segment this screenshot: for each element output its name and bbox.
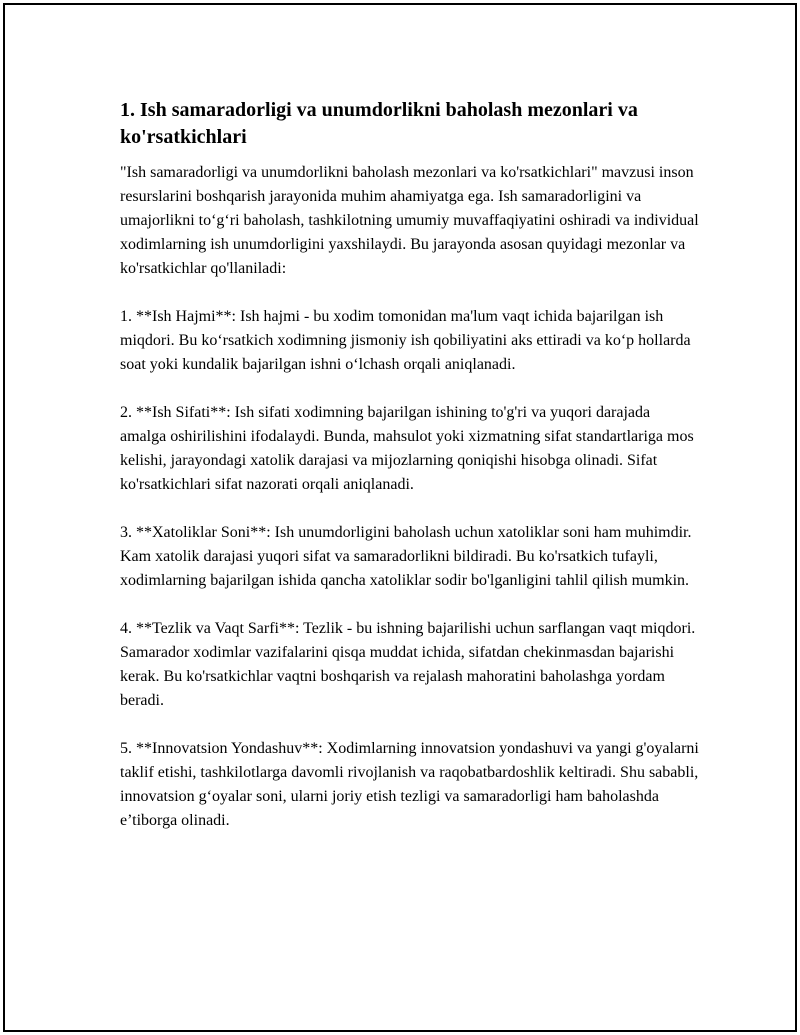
criterion-speed-time: 4. **Tezlik va Vaqt Sarfi**: Tezlik - bu ishning bajarilishi uchun sarflangan vaqt miqdori. Samarador xodimlar vazifalarini qisqa muddat ichida, sifatdan chekinmasdan bajarishi kerak. Bu ko'rsatkichlar vaqtni boshqarish va rejalash mahoratini baholashga yordam beradi. (120, 620, 696, 709)
document-body (120, 97, 700, 857)
document-title: 1. Ish samaradorligi va unumdorlikni baholash mezonlari va ko'rsatkichlari (120, 99, 638, 148)
criterion-work-quality: 2. **Ish Sifati**: Ish sifati xodimning bajarilgan ishining to'g'ri va yuqori darajada amalga oshirilishini ifodalaydi. Bunda, mahsulot yoki xizmatning sifat standartlariga mos kelishi, jarayondagi xatolik darajasi va mijozlarning qoniqishi hisobga olinadi. Sifat ko'rsatkichlari sifat nazorati orqali aniqlanadi. (120, 404, 694, 493)
page-frame (3, 3, 797, 1032)
intro-paragraph: "Ish samaradorligi va unumdorlikni baholash mezonlari va ko'rsatkichlari" mavzusi inson resurslarini boshqarish jarayonida muhim ahamiyatga ega. Ish samaradorligini va umajorlikni to‘g‘ri baholash, tashkilotning umumiy muvaffaqiyatini oshiradi va individual xodimlarning ish unumdorligini yaxshilaydi. Bu jarayonda asosan quyidagi mezonlar va ko'rsatkichlar qo'llaniladi: (120, 164, 699, 277)
criterion-innovation: 5. **Innovatsion Yondashuv**: Xodimlarning innovatsion yondashuvi va yangi g'oyalarni taklif etishi, tashkilotlarga davomli rivojlanish va raqobatbardoshlik keltiradi. Shu sababli, innovatsion g‘oyalar soni, ularni joriy etish tezligi va samaradorligi ham baholashda e’tiborga olinadi. (120, 740, 699, 829)
criterion-work-volume: 1. **Ish Hajmi**: Ish hajmi - bu xodim tomonidan ma'lum vaqt ichida bajarilgan ish miqdori. Bu ko‘rsatkich xodimning jismoniy ish qobiliyatini aks ettiradi va ko‘p hollarda soat yoki kundalik bajarilgan ishni o‘lchash orqali aniqlanadi. (120, 308, 691, 373)
criterion-error-count: 3. **Xatoliklar Soni**: Ish unumdorligini baholash uchun xatoliklar soni ham muhimdir. Kam xatolik darajasi yuqori sifat va samaradorlikni bildiradi. Bu ko'rsatkich tufayli, xodimlarning bajarilgan ishida qancha xatoliklar sodir bo'lganligini tahlil qilish mumkin. (120, 524, 692, 589)
